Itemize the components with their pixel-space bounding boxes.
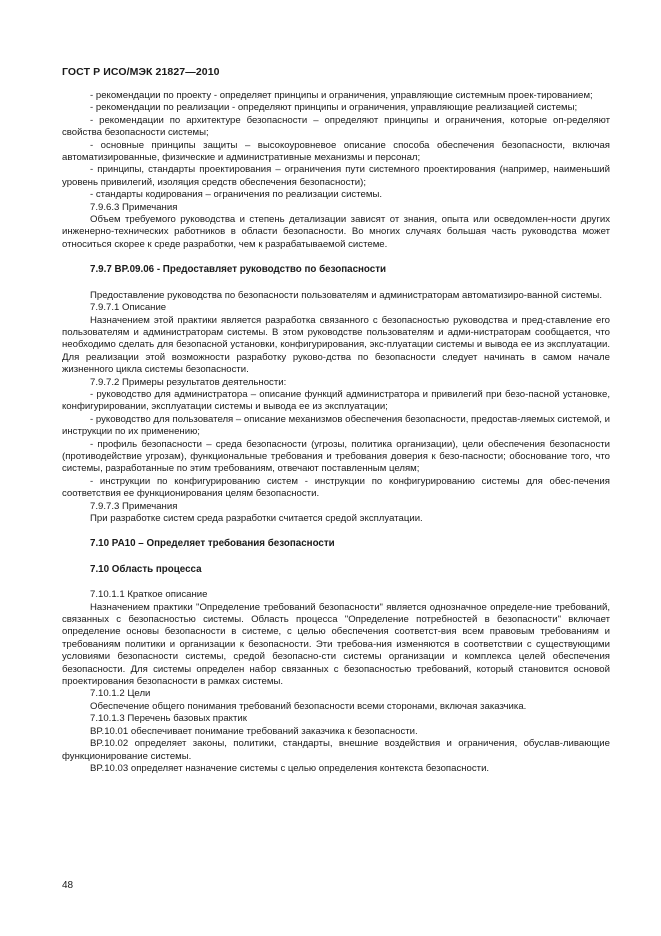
document-body <box>62 90 610 775</box>
paragraph: - рекомендации по архитектуре безопасности – определяют принципы и ограничения, которые оп-ределяют свойства безопасности системы; <box>62 114 610 139</box>
paragraph: При разработке систем среда разработки считается средой эксплуатации. <box>90 513 423 524</box>
paragraph: - профиль безопасности – среда безопасности (угрозы, политика организации), цели обеспечения безопасности (противодействие угрозам), функциональные требования и требования доверия к безо-пасности; обоснование того, что системы, разработанные по этим требованиям, отвечают поставленным целям; <box>62 438 610 475</box>
paragraph: - руководство для пользователя – описание механизмов обеспечения безопасности, предостав-ляемых системой, и инструкции по их применению; <box>62 413 610 438</box>
paragraph: BP.10.03 определяет назначение системы с целью определения контекста безопасности. <box>90 762 490 774</box>
paragraph: 7.9.7.3 Примечания <box>90 500 178 512</box>
paragraph: BP.10.02 определяет законы, политики, стандарты, внешние воздействия и ограничения, обуслав-ливающие функционирование системы. <box>62 738 610 762</box>
spacer <box>62 525 610 538</box>
spacer <box>62 551 610 564</box>
paragraph: - инструкции по конфигурированию систем - инструкции по конфигурированию системы для обес-печения соответствия ее функционирования целям безопасности. <box>62 475 610 500</box>
paragraph: - основные принципы защиты – высокоуровневое описание способа обеспечения безопасности, включая автоматизированные, физические и административные механизмы и персонал; <box>62 139 610 164</box>
paragraph: - рекомендации по реализации - определяют принципы и ограничения, управляющие реализацией системы; <box>90 102 578 114</box>
paragraph: Объем требуемого руководства и степень детализации зависят от знания, опыта или осведомлен-ности других инженерно-технических работников в области безопасности. Во многих случаях большая часть руководства может относиться скорее к среде разработки, чем к разрабатываемой системе. <box>62 214 610 250</box>
paragraph: Обеспечение общего понимания требований безопасности всеми сторонами, включая заказчика. <box>90 700 527 712</box>
paragraph: 7.9.7.2 Примеры результатов деятельности: <box>90 376 287 388</box>
paragraph: 7.10.1.1 Краткое описание <box>90 589 208 601</box>
paragraph: - стандарты кодирования – ограничения по реализации системы. <box>90 189 383 201</box>
paragraph: 7.9.7.1 Описание <box>90 302 167 314</box>
paragraph: Назначением практики "Определение требований безопасности" является однозначное определе-ние требований, связанных с безопасностью системы. Область процесса "Определение потребностей в безопасности" включает определение основы безопасности в системе, с целью обеспечения соответст-вия всем правовым требованиям и требованиям политики и организации к безопасности. Эти требова-ния изменяются в соответствии с существующими условиями безопасности системы, средой безопасно-сти системы организации и комплекса целей обеспечения безопасности. Для системы определен набор связанных с безопасностью требований, который становится основой проектирования безопасности в рамках системы. <box>62 601 610 688</box>
paragraph: Назначением этой практики является разработка связанного с безопасностью руководства и пред-ставление его пользователям и администраторам системы. В этом руководстве пользователям и адми-нистраторам сообщается, что необходимо сделать для безопасной установки, конфигурирования, экс-плуатации системы и вывода ее из эксплуатации. Для реализации этой возможности разработку руково-дства по безопасности следует начинать в самом начале жизненного цикла системы безопасности. <box>62 314 610 376</box>
spacer <box>62 576 610 589</box>
paragraph: 7.10.1.3 Перечень базовых практик <box>90 713 247 725</box>
standard-header: ГОСТ Р ИСО/МЭК 21827—2010 <box>62 66 220 78</box>
section-heading: 7.10 PA10 – Определяет требования безопасности <box>90 538 335 550</box>
paragraph: BP.10.01 обеспечивает понимание требований заказчика к безопасности. <box>90 725 418 737</box>
paragraph: - рекомендации по проекту - определяет принципы и ограничения, управляющие системным проек-тированием; <box>90 90 593 101</box>
section-heading: 7.10 Область процесса <box>90 563 202 575</box>
page-number: 48 <box>62 880 74 891</box>
paragraph: Предоставление руководства по безопасности пользователям и администраторам автоматизиро-ванной системы. <box>90 289 602 301</box>
paragraph: - руководство для администратора – описание функций администратора и привилегий при безо-пасной установке, конфигурировании, эксплуатации системы и вывода ее из эксплуатации; <box>62 388 610 413</box>
paragraph: 7.10.1.2 Цели <box>90 688 151 700</box>
paragraph: - принципы, стандарты проектирования – ограничения пути системного проектирования (например, наименьший уровень привилегий, изоляция средств обеспечения безопасности); <box>62 164 610 188</box>
spacer <box>62 251 610 264</box>
paragraph: 7.9.6.3 Примечания <box>90 201 178 213</box>
section-heading: 7.9.7 BP.09.06 - Предоставляет руководство по безопасности <box>90 264 387 276</box>
spacer <box>62 277 610 290</box>
